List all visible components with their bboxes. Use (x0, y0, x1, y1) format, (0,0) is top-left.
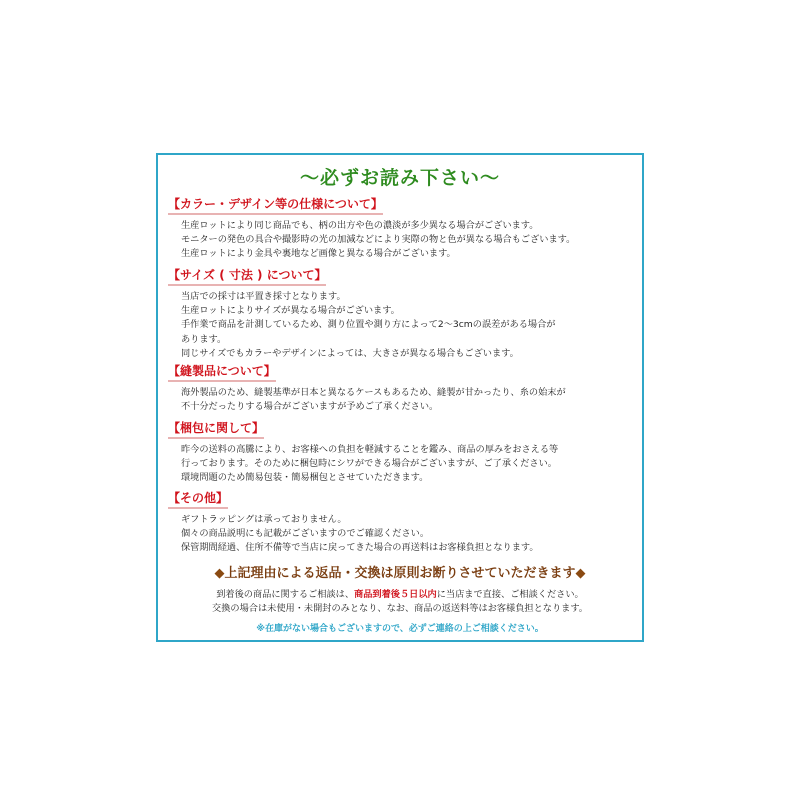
return-policy-banner (158, 562, 642, 581)
return-policy-text: 上記理由による返品・交換は原則お断りさせていただきます (224, 566, 576, 581)
body-line: 個々の商品説明にも記載がございますのでご確認ください。 (181, 528, 430, 540)
section-other (168, 487, 634, 556)
diamond-icon: ◆ (575, 566, 586, 581)
closing-line-post: に当店まで直接、ご相談ください。 (436, 589, 584, 600)
section-heading: 【縫製品について】 (168, 364, 276, 382)
section-body (168, 443, 634, 486)
body-line: 生産ロットにより同じ商品でも、柄の出方や色の濃淡が多少異なる場合がございます。 (181, 220, 539, 231)
body-line: ギフトラッピングは承っておりません。 (181, 514, 347, 525)
closing-line-pre: 到着後の商品に関するご相談は、 (216, 589, 355, 600)
section-heading: 【サイズ ( 寸法 ) について】 (168, 268, 326, 286)
diamond-icon: ◆ (214, 566, 225, 581)
notice-title: ～必ずお読み下さい～ (299, 167, 500, 189)
body-line: 環境問題のため簡易包装・簡易梱包とさせていただきます。 (181, 472, 429, 484)
section-heading: 【その他】 (168, 491, 228, 509)
body-line: あります。 (181, 333, 227, 345)
notice-panel (156, 153, 644, 642)
closing-line (158, 588, 642, 602)
body-line: 行っております。そのために梱包時にシワができる場合がございますが、ご了承ください。 (181, 458, 557, 470)
section-body (168, 290, 634, 361)
section-color-design (168, 193, 634, 262)
body-line: モニターの発色の具合や撮影時の光の加減などにより実際の物と色が異なる場合もございます。 (181, 234, 576, 246)
stock-note: ※在庫がない場合もございますので、必ずご連絡の上ご相談ください。 (256, 624, 544, 634)
body-line: 生産ロットによりサイズが異なる場合がございます。 (181, 305, 400, 317)
body-line: 保管期間経過、住所不備等で当店に戻ってきた場合の再送料はお客様負担となります。 (181, 542, 539, 554)
body-line: 生産ロットにより金具や裏地など画像と異なる場合がございます。 (181, 248, 456, 260)
closing-line: 交換の場合は未使用・未開封のみとなり、なお、商品の返送料等はお客様負担となります。 (212, 603, 588, 614)
section-body (168, 513, 634, 556)
section-sewing (168, 360, 634, 414)
section-body (168, 219, 634, 262)
section-size (168, 264, 634, 361)
section-body (168, 386, 634, 414)
body-line: 海外製品のため、縫製基準が日本と異なるケースもあるため、縫製が甘かったり、糸の始末が (181, 387, 566, 398)
section-heading: 【梱包に関して】 (168, 421, 264, 439)
deadline-highlight: 商品到着後５日以内 (354, 589, 437, 600)
body-line: 手作業で商品を計測しているため、測り位置や測り方によって2～3cmの誤差がある場合が (181, 319, 556, 331)
section-heading: 【カラー・デザイン等の仕様について】 (168, 197, 383, 215)
body-line: 当店での採寸は平置き採寸となります。 (181, 291, 346, 302)
closing-text (158, 588, 642, 616)
body-line: 同じサイズでもカラーやデザインによっては、大きさが異なる場合もございます。 (181, 347, 519, 359)
body-line: 不十分だったりする場合がございますが予めご了承ください。 (181, 401, 439, 413)
body-line: 昨今の送料の高騰により、お客様への負担を軽減することを鑑み、商品の厚みをおさえる等 (181, 444, 559, 455)
section-packaging (168, 417, 634, 486)
